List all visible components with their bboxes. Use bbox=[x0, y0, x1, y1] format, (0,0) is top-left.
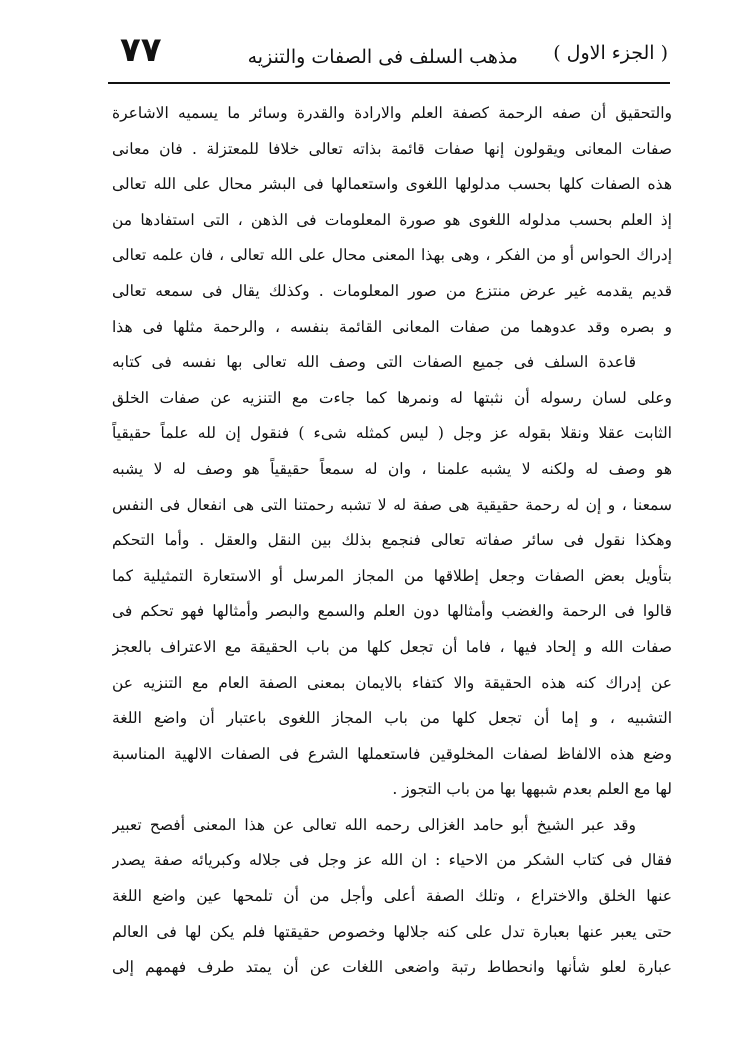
body-text bbox=[112, 96, 672, 986]
text-line: هو وصف له ولكنه لا يشبه علمنا ، وان له سمعاً حقيقياً هو وصف له لا يشبه bbox=[112, 459, 672, 478]
text-line: صفات الله و إلحاد فيها ، فاما أن تجعل كلها من باب الحقيقة مع الاعتراف بالعجز bbox=[112, 637, 672, 656]
text-line: هذه الصفات كلها بحسب مدلولها اللغوى واستعمالها فى البشر محال على الله تعالى bbox=[112, 175, 672, 194]
text-line: سمعنا ، و إن له رحمة حقيقية هى صفة له لا تشبه رحمتنا التى هى انفعال فى النفس bbox=[112, 495, 672, 514]
text-line: فقال فى كتاب الشكر من الاحياء : ان الله عز وجل فى جلاله وكبريائه صفة يصدر bbox=[112, 851, 672, 870]
text-line: وعلى لسان رسوله أن نثبتها له ونمرها كما جاءت مع التنزيه عن صفات الخلق bbox=[112, 388, 672, 407]
running-title: مذهب السلف فى الصفات والتنزيه bbox=[247, 46, 518, 68]
text-line: الثابت عقلا ونقلا بقوله عز وجل ( ليس كمثله شىء ) فنقول إن لله علماً حقيقياً bbox=[112, 424, 672, 443]
text-line: عنها الخلق والاختراع ، وتلك الصفة أعلى وأجل من أن تلمحها عين واضع اللغة bbox=[112, 887, 672, 906]
text-line: قالوا فى الرحمة والغضب وأمثالها دون العلم والسمع والبصر وأمثالها فهو تحكم فى bbox=[112, 602, 672, 621]
text-line: إذ العلم بحسب مدلوله اللغوى هو صورة المعلومات فى الذهن ، التى استفادها من bbox=[112, 210, 672, 229]
volume-label: ( الجزء الاول ) bbox=[553, 42, 668, 64]
page-header bbox=[108, 30, 668, 80]
text-line: وقد عبر الشيخ أبو حامد الغزالى رحمه الله تعالى عن هذا المعنى أفصح تعبير bbox=[112, 815, 636, 834]
text-line: قاعدة السلف فى جميع الصفات التى وصف الله تعالى بها نفسه فى كتابه bbox=[112, 353, 636, 372]
text-line: إدراك الحواس أو من الفكر ، وهى بهذا المعنى محال على الله تعالى ، فان علمه تعالى bbox=[112, 246, 672, 265]
text-line: عبارة لعلو شأنها وانحطاط رتبة واضعى اللغات عن أن يمتد طرف فهمهم إلى bbox=[112, 958, 672, 977]
text-line: و بصره وقد عدوهما من صفات المعانى القائمة بنفسه ، والرحمة مثلها فى هذا bbox=[112, 317, 672, 336]
text-line: والتحقيق أن صفه الرحمة كصفة العلم والارادة والقدرة وسائر ما يسميه الاشاعرة bbox=[112, 104, 672, 122]
text-line: قديم يقدمه غير عرض منتزع من صور المعلومات . وكذلك يقال فى سمعه تعالى bbox=[112, 281, 672, 300]
text-line: حتى يعبر عنها بعبارة تدل على كنه جلالها وخصوص حقيقتها فلم يكن لها فى العالم bbox=[112, 922, 672, 941]
text-line: وهكذا نقول فى سائر صفاته تعالى فنجمع بذلك بين النقل والعقل . وأما التحكم bbox=[112, 531, 672, 550]
text-line: بتأويل بعض الصفات وجعل إطلاقها من المجاز المرسل أو الاستعارة التمثيلية كما bbox=[112, 566, 672, 585]
page-number: ٧٧ bbox=[120, 30, 162, 70]
text-line: صفات المعانى ويقولون إنها صفات قائمة بذاته تعالى خلافا للمعتزلة . فان معانى bbox=[112, 139, 672, 158]
header-rule bbox=[108, 82, 670, 84]
text-line: عن إدراك كنه هذه الحقيقة والا كتفاء بالايمان بمعنى الصفة العام مع التنزيه عن bbox=[112, 673, 672, 692]
text-line: التشبيه ، و إما أن تجعل كلها من باب المجاز اللغوى باعتبار أن واضع اللغة bbox=[112, 709, 672, 728]
text-line: وضع هذه الالفاظ لصفات المخلوقين فاستعملها الشرع فى الصفات الالهية المناسبة bbox=[112, 744, 672, 763]
text-line: لها مع العلم بعدم شبهها بها من باب التجوز . bbox=[392, 780, 672, 799]
